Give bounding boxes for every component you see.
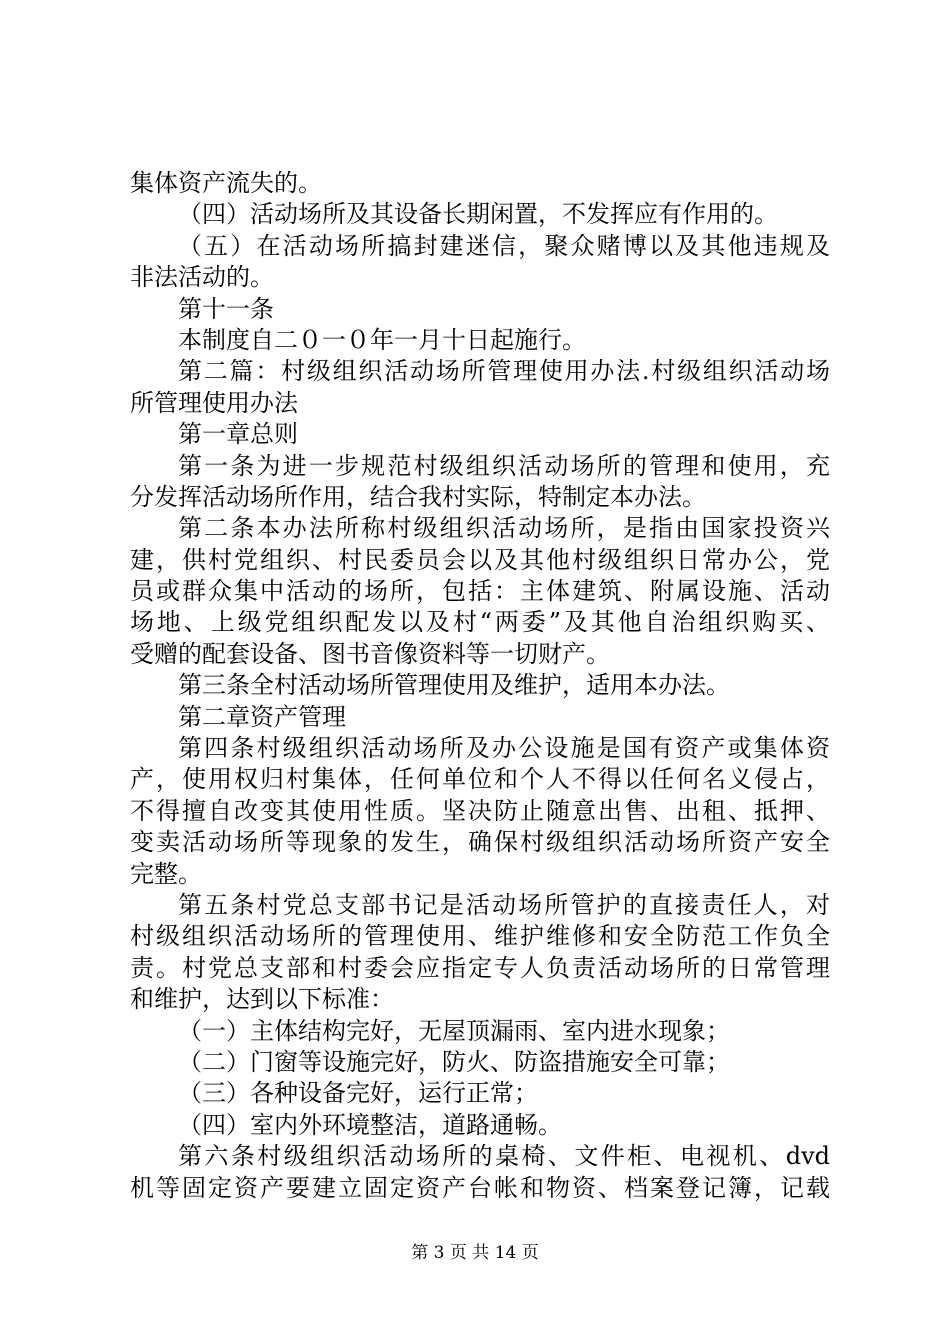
text-line: 第一章总则 <box>178 420 298 449</box>
text-line: 第二篇：村级组织活动场所管理使用办法.村级组织活动场 <box>178 357 830 386</box>
text-line: 第十一条 <box>178 294 274 323</box>
text-line: 产，使用权归村集体，任何单位和个人不得以任何名义侵占， <box>130 765 830 794</box>
text-line: 第三条全村活动场所管理使用及维护，适用本办法。 <box>178 671 730 700</box>
text-line: 和维护，达到以下标准： <box>130 985 394 1014</box>
text-line: 建，供村党组织、村民委员会以及其他村级组织日常办公，党 <box>130 545 830 574</box>
text-line: 第六条村级组织活动场所的桌椅、文件柜、电视机、dvd <box>178 1142 830 1171</box>
text-line: 责。村党总支部和村委会应指定专人负责活动场所的日常管理 <box>130 953 830 982</box>
text-line: （二）门窗等设施完好，防火、防盗措施安全可靠； <box>178 1047 730 1076</box>
text-line: 不得擅自改变其使用性质。坚决防止随意出售、出租、抵押、 <box>130 796 830 825</box>
text-line: 受赠的配套设备、图书音像资料等一切财产。 <box>130 639 610 668</box>
text-line: 完整。 <box>130 859 202 888</box>
text-line: 第一条为进一步规范村级组织活动场所的管理和使用，充 <box>178 451 830 480</box>
text-line: （四）活动场所及其设备长期闲置，不发挥应有作用的。 <box>178 200 778 229</box>
text-line: 非法活动的。 <box>130 263 274 292</box>
text-line: 村级组织活动场所的管理使用、维护维修和安全防范工作负全 <box>130 922 830 951</box>
text-line: 第二章资产管理 <box>178 702 346 731</box>
text-line: 第五条村党总支部书记是活动场所管护的直接责任人，对 <box>178 890 830 919</box>
text-line: 所管理使用办法 <box>130 388 298 417</box>
text-line: 变卖活动场所等现象的发生，确保村级组织活动场所资产安全 <box>130 828 830 857</box>
text-line: 场地、上级党组织配发以及村“两委”及其他自治组织购买、 <box>130 608 830 637</box>
text-line: （三）各种设备完好，运行正常； <box>178 1079 538 1108</box>
text-line: 本制度自二０一０年一月十日起施行。 <box>178 325 586 354</box>
text-line: （四）室内外环境整洁，道路通畅。 <box>178 1110 562 1139</box>
text-line: （一）主体结构完好，无屋顶漏雨、室内进水现象； <box>178 1016 730 1045</box>
text-line: 第二条本办法所称村级组织活动场所，是指由国家投资兴 <box>178 514 830 543</box>
text-line: 员或群众集中活动的场所，包括：主体建筑、附属设施、活动 <box>130 577 830 606</box>
page-footer: 第 3 页 共 14 页 <box>411 1243 539 1263</box>
text-line: 机等固定资产要建立固定资产台帐和物资、档案登记簿，记载 <box>130 1173 830 1202</box>
text-line: 第四条村级组织活动场所及办公设施是国有资产或集体资 <box>178 734 830 763</box>
text-line: 集体资产流失的。 <box>130 169 322 197</box>
text-line: （五）在活动场所搞封建迷信，聚众赌博以及其他违规及 <box>178 231 830 260</box>
text-line: 分发挥活动场所作用，结合我村实际，特制定本办法。 <box>130 482 706 511</box>
document-body <box>130 168 830 1204</box>
